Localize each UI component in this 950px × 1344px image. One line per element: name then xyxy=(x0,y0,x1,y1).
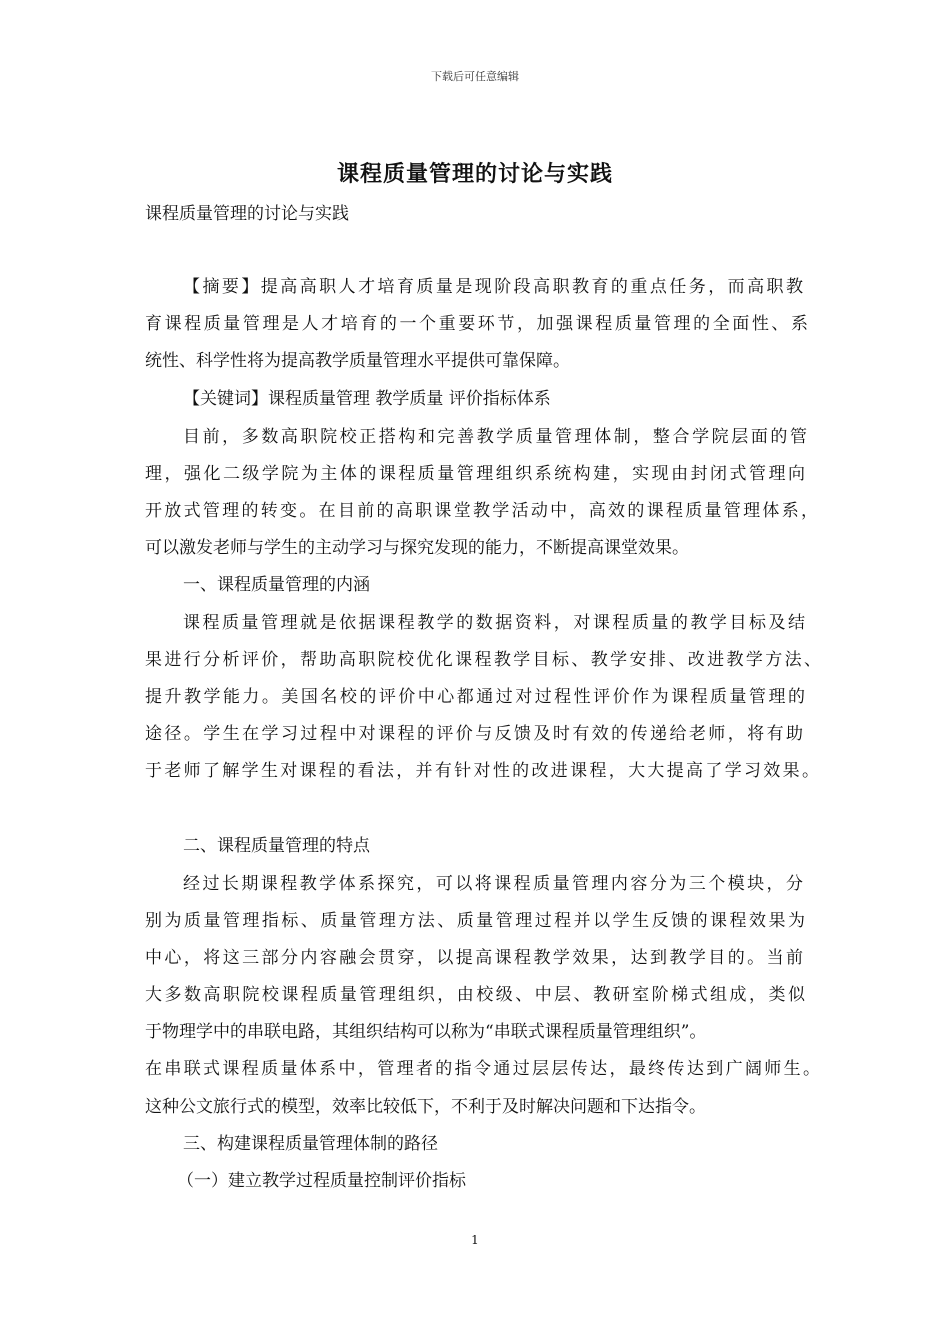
paragraph-line: 于老师了解学生对课程的看法，并有针对性的改进课程，大大提高了学习效果。 xyxy=(145,761,819,781)
section-heading-2: 二、课程质量管理的特点 xyxy=(183,836,370,856)
abstract-line-1: 【摘要】提高高职人才培育质量是现阶段高职教育的重点任务，而高职教 xyxy=(183,277,803,297)
page-number: 1 xyxy=(471,1233,479,1247)
paragraph-line: 经过长期课程教学体系探究，可以将课程质量管理内容分为三个模块，分 xyxy=(183,874,803,894)
paragraph-line: 大多数高职院校课程质量管理组织，由校级、中层、教研室阶梯式组成，类似 xyxy=(145,985,805,1005)
paragraph-line: 可以激发老师与学生的主动学习与探究发现的能力，不断提高课堂效果。 xyxy=(145,538,689,558)
paragraph-line: 目前，多数高职院校正搭构和完善教学质量管理体制，整合学院层面的管 xyxy=(183,427,807,447)
paragraph-line: 开放式管理的转变。在目前的高职课堂教学活动中，高效的课程质量管理体系， xyxy=(145,501,818,521)
paragraph-line: 提升教学能力。美国名校的评价中心都通过对过程性评价作为课程质量管理的 xyxy=(145,687,805,707)
section-heading-1: 一、课程质量管理的内涵 xyxy=(183,575,370,595)
paragraph-line: 中心，将这三部分内容融会贯穿，以提高课程教学效果，达到教学目的。当前 xyxy=(145,948,803,968)
keywords-line: 【关键词】课程质量管理 教学质量 评价指标体系 xyxy=(183,389,551,409)
paragraph-line: 途径。学生在学习过程中对课程的评价与反馈及时有效的传递给老师，将有助 xyxy=(145,724,803,744)
paragraph-line: 果进行分析评价，帮助高职院校优化课程教学目标、教学安排、改进教学方法、 xyxy=(145,650,821,670)
paragraph-line: 课程质量管理就是依据课程教学的数据资料，对课程质量的教学目标及结 xyxy=(183,613,805,633)
subsection-heading: （一）建立教学过程质量控制评价指标 xyxy=(177,1171,466,1191)
paragraph-line: 于物理学中的串联电路，其组织结构可以称为“串联式课程质量管理组织”。 xyxy=(145,1022,707,1042)
abstract-line-3: 统性、科学性将为提高教学质量管理水平提供可靠保障。 xyxy=(145,351,570,371)
paragraph-line: 理，强化二级学院为主体的课程质量管理组织系统构建，实现由封闭式管理向 xyxy=(145,464,805,484)
page-header: 下载后可任意编辑 xyxy=(431,70,519,83)
abstract-line-2: 育课程质量管理是人才培育的一个重要环节，加强课程质量管理的全面性、系 xyxy=(145,314,808,334)
document-title: 课程质量管理的讨论与实践 xyxy=(336,161,613,187)
paragraph-line: 别为质量管理指标、质量管理方法、质量管理过程并以学生反馈的课程效果为 xyxy=(145,911,805,931)
paragraph-line: 这种公文旅行式的模型，效率比较低下，不利于及时解决问题和下达指令。 xyxy=(145,1097,706,1117)
paragraph-line: 在串联式课程质量体系中，管理者的指令通过层层传达，最终传达到广阔师生。 xyxy=(145,1059,820,1079)
section-heading-3: 三、构建课程质量管理体制的路径 xyxy=(183,1134,438,1154)
document-subtitle: 课程质量管理的讨论与实践 xyxy=(145,204,349,224)
